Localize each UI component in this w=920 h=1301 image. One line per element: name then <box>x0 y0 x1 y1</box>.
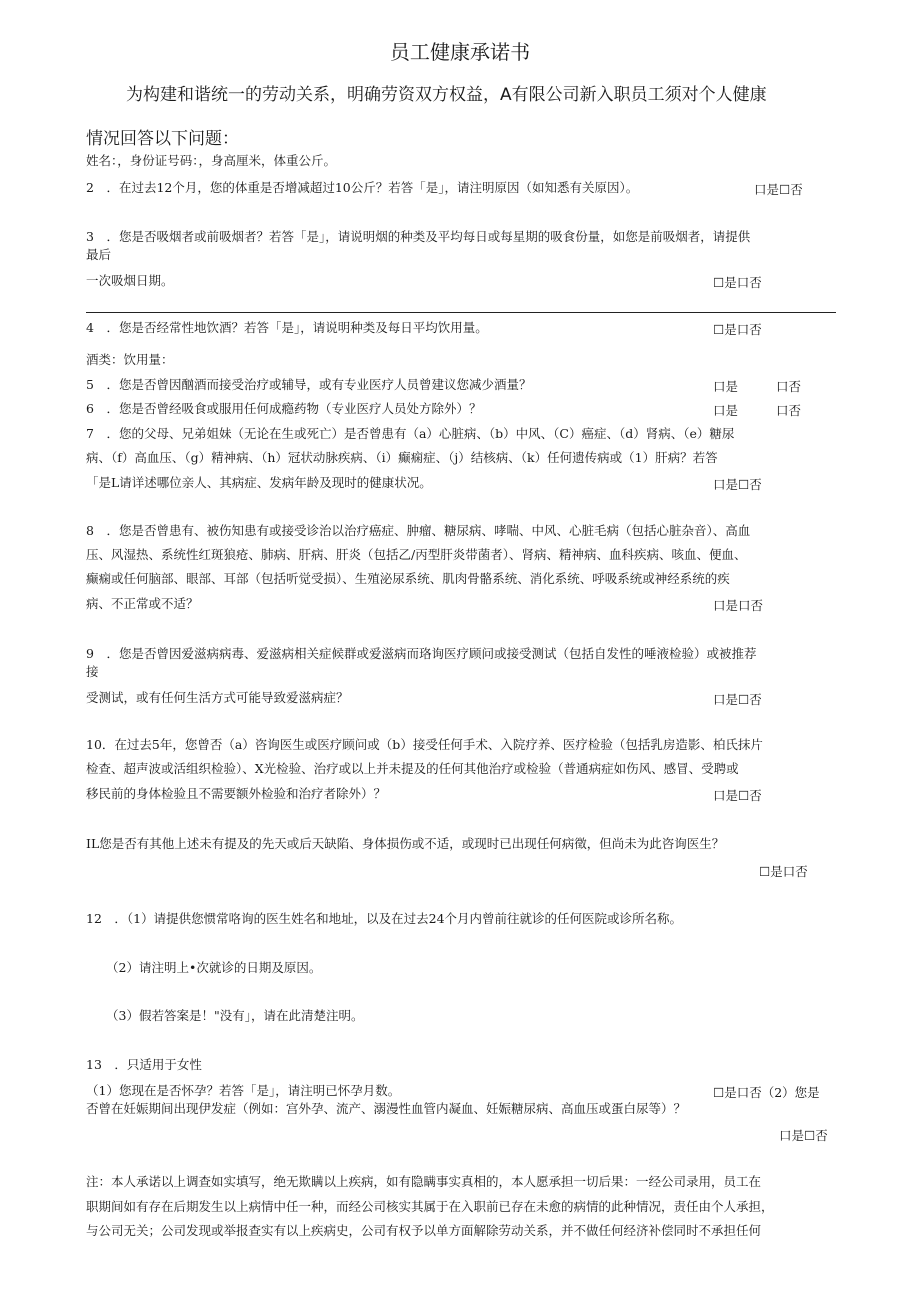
note-line-3: 与公司无关；公司发现或举报查实有以上疾病史，公司有权予以单方面解除劳动关系，并不做任何经济补偿同时不承担任何 <box>86 1223 762 1238</box>
question-5-text: 5 ．您是否曾因酗酒而接受治疗或辅导，或有专业医疗人员曾建议您减少酒量？ <box>86 377 532 392</box>
question-9-yes-no-checkbox[interactable]: 口是☐否 <box>713 692 762 707</box>
question-7-yes-no-checkbox[interactable]: 口是☐否 <box>713 477 762 492</box>
section-divider <box>86 312 836 313</box>
question-5-no-checkbox[interactable]: 口否 <box>776 379 802 394</box>
question-8-line-4: 病、不正常或不适？ <box>86 596 199 611</box>
question-10-yes-no-checkbox[interactable]: 口是☐否 <box>713 788 762 803</box>
question-6-text: 6 ．您是否曾经吸食或服用任何成瘾药物（专业医疗人员处方除外）？ <box>86 401 482 416</box>
question-13-1-yes-no-checkbox[interactable]: ☐是口否（2）您是 <box>713 1085 820 1100</box>
question-5-yes-checkbox[interactable]: 口是 <box>713 379 739 394</box>
question-12-line-2: （2）请注明上•次就诊的日期及原因。 <box>106 960 322 975</box>
question-8-line-1: 8 ．您是否曾患有、被伤知患有或接受诊治以治疗癌症、肿瘤、糖尿病、哮喘、中风、心脏毛病（包括心脏杂音）、高血 <box>86 523 751 538</box>
note-line-1: 注：本人承诺以上调查如实填写，绝无欺瞒以上疾病，如有隐瞒事实真相的，本人愿承担一切后果：一经公司录用，员工在 <box>86 1174 762 1189</box>
document-title: 员工健康承诺书 <box>389 40 531 64</box>
question-9-line-2: 接 <box>86 664 99 679</box>
question-12-line-3: （3）假若答案是！"没有」，请在此清楚注明。 <box>106 1008 364 1023</box>
question-11-yes-no-checkbox[interactable]: ☐是口否 <box>759 864 808 879</box>
intro-line-1: 为构建和谐统一的劳动关系，明确劳资双方权益，A有限公司新入职员工须对个人健康 <box>126 85 767 105</box>
question-2-yes-no-checkbox[interactable]: 口是☐否 <box>754 182 803 197</box>
note-line-2: 职期间如有存在后期发生以上病情中任一种，而经公司核实其属于在入职前已存在未愈的病情的此种情况，责任由个人承担， <box>86 1199 774 1214</box>
question-13-line-2: 否曾在妊娠期间出现伊发症（例如：宫外孕、流产、溺漫性血管内凝血、妊娠糖尿病、高血压或蛋白尿等）？ <box>86 1101 687 1116</box>
question-10-line-3: 移民前的身体检验且不需要额外检验和治疗者除外）？ <box>86 786 387 801</box>
question-10-line-2: 检查、超声波或活组织检验）、X光检验、治疗或以上并未提及的任何其他治疗或检验（普通病症如伤风、感冒、受聘或 <box>86 761 739 776</box>
question-12-line-1: 12 ．（1）请提供您惯常咯询的医生姓名和地址，以及在过去24个月内曾前往就诊的任何医院或诊所名称。 <box>86 911 683 926</box>
question-7-line-2: 病、（f）高血压、（g）精神病、（h）冠状动脉疾病、（i）癫痫症、（j）结核病、（k）任何遗传病或（1）肝病？若答 <box>86 450 718 465</box>
question-6-yes-checkbox[interactable]: 口是 <box>713 403 739 418</box>
question-8-yes-no-checkbox[interactable]: 口是口否 <box>713 598 764 613</box>
question-13-heading: 13 ．只适用于女性 <box>86 1057 202 1072</box>
question-11-text: IL您是否有其他上述未有提及的先天或后天缺陷、身体损伤或不适，或现时已出现任何病徵，但尚未为此咨询医生？ <box>86 836 725 851</box>
question-3-yes-no-checkbox[interactable]: ☐是口否 <box>713 275 762 290</box>
question-9-line-1: 9 ．您是否曾因爱滋病病毒、爱滋病相关症候群或爱滋病而珞询医疗顾问或接受测试（包括自发性的唾液检验）或被推荐 <box>86 646 757 661</box>
question-10-line-1: 10．在过去5年，您曾否（a）咨询医生或医疗顾问或（b）接受任何手术、入院疗养、医疗检验（包括乳房造影、柏氏抹片 <box>86 737 763 752</box>
question-8-line-3: 癫痫或任何脑部、眼部、耳部（包括听觉受损）、生殖泌尿系统、肌肉骨骼系统、消化系统、呼吸系统或神经系统的疾 <box>86 571 730 586</box>
question-3-line-2: 最后 <box>86 247 112 262</box>
alcohol-label: 酒类：饮用量： <box>86 352 174 367</box>
question-13-2-yes-no-checkbox[interactable]: 口是☐否 <box>779 1128 828 1143</box>
question-3-line-1: 3 ．您是否吸烟者或前吸烟者？若答「是」，请说明烟的种类及平均每日或每星期的吸食份量，如您是前吸烟者，请提供 <box>86 229 751 244</box>
question-13-line-1: （1）您现在是否怀孕？若答「是」，请注明已怀孕月数。 <box>86 1083 401 1098</box>
question-4-yes-no-checkbox[interactable]: ☐是口否 <box>713 322 762 337</box>
question-8-line-2: 压、风湿热、系统性红斑狼疮、肺病、肝病、肝炎（包括乙/丙型肝炎带菌者）、肾病、精神病、血科疾病、咳血、便血、 <box>86 547 747 562</box>
question-6-no-checkbox[interactable]: 口否 <box>776 403 802 418</box>
question-3-line-3: 一次吸烟日期。 <box>86 273 174 288</box>
personal-info-line: 姓名：，身份证号码：，身高厘米，体重公斤。 <box>86 153 337 168</box>
question-9-line-3: 受测试，或有任何生活方式可能导致爱滋病症？ <box>86 690 349 705</box>
intro-line-2: 情况回答以下问题： <box>86 129 239 149</box>
question-4-text: 4 ．您是否经常性地饮酒？若答「是」，请说明种类及每日平均饮用量。 <box>86 320 488 335</box>
question-2-text: 2 ．在过去12个月，您的体重是否增减超过10公斤？若答「是」，请注明原因（如知悉有关原因）。 <box>86 180 639 195</box>
question-7-line-3: 「是L请详述哪位亲人、其病症、发病年龄及现时的健康状况。 <box>86 475 432 490</box>
question-7-line-1: 7 ．您的父母、兄弟姐妹（无论在生或死亡）是否曾患有（a）心脏病、（b）中风、（C）癌症、（d）肾病、（e）糖尿 <box>86 426 735 441</box>
